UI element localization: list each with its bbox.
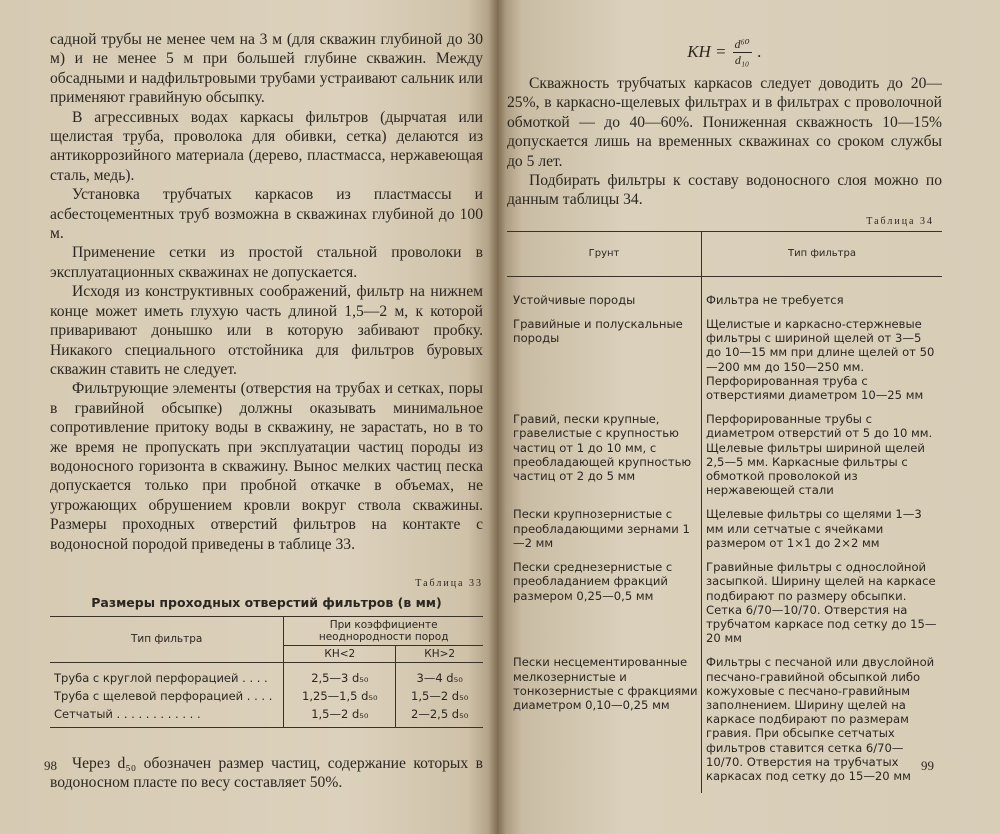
table-row [507,412,942,507]
table34-cell-soil: Пески несцементированные мелкозернистые и тонкозернистые с фракциями диаметром 0,10—0,25 мм [513,655,698,712]
table33-cell-gt: 3—4 d₅₀ [396,662,483,687]
table34-cell-soil: Гравийные и полускальные породы [513,317,683,346]
table34-cell-soil: Гравий, пески крупные, гравелистые с крупностью частиц от 1 до 10 мм, с преобладающей крупностью частиц от 2 до 5 мм [513,412,692,484]
book-gutter [488,0,506,834]
table-row [507,560,942,655]
table33-cell-type: Труба с круглой перфорацией . . . . [54,670,268,685]
table33-cell-gt: 1,5—2 d₅₀ [396,687,483,705]
table34-cell-filter: Перфорированные трубы с диаметром отверстий от 5 до 10 мм. Щелевые фильтры шириной щелей 2,5—5 мм. Каркасные фильтры с обмоткой проволокой из нержавеющей стали [702,412,943,507]
page-number-left: 98 [44,758,57,773]
table-row [507,507,942,560]
paragraph-5: Исходя из конструктивных соображений, фильтр на нижнем конце может иметь глухую часть длиной 1,5—2 м, к которой приваривают донышко или в которую забивают пробку. Никакого специального отстойника для фильтров буровых скважин ставить не следует. [50,283,483,378]
table34-cell-filter: Гравийные фильтры с однослойной засыпкой. Ширину щелей на каркасе подбирают по размеру обсыпки. Сетка 6/70—10/70. Отверстия на трубчатом каркасе под сетку до 15—20 мм [702,560,943,655]
table34-cell-filter: Фильтры с песчаной или двуслойной песчано-гравийной обсыпкой либо кожуховые с песчано-гравийным заполнением. Ширину щелей на каркасе подбирают по размерам гравия. При обсыпке сетчатых фильтров ставится сетка 6/70—10/70. Отверстия на трубчатых каркасах под сетку до 15—20 мм [702,655,943,793]
table34-cell-filter: Щелистые и каркасно-стержневые фильтры с шириной щелей от 3—5 до 10—15 мм при длине щелей от 50—200 мм до 150—250 мм. Перфорированная труба с отверстиями диаметром 10—25 мм [702,317,943,412]
formula-denominator: d₁₀ [734,52,750,67]
formula-fraction [733,37,752,68]
table33-cell-lt: 1,25—1,5 d₅₀ [284,687,396,705]
paragraph-4: Применение сетки из простой стальной проволоки в эксплуатационных скважинах не допускается. [50,244,483,281]
table33-caption: Таблица 33 [415,577,483,589]
table-row [507,655,942,793]
table33-header-gt: КН>2 [396,645,483,662]
table33-title: Размеры проходных отверстий фильтров (в мм) [91,594,442,610]
formula-numerator: d⁶⁰ [734,36,750,51]
table34-cell-soil: Пески крупнозернистые с преобладающими зернами 1—2 мм [513,507,690,550]
paragraph-r2: Подбирать фильтры к составу водоносного слоя можно по данным таблицы 34. [507,172,942,209]
paragraph-3: Установка трубчатых каркасов из пластмассы и асбестоцементных труб возможна в скважинах глубиной до 100 м. [50,186,483,243]
table-row [50,662,483,687]
footnote: Через d₅₀ обозначен размер частиц, содержание которых в водоносном пласте по весу составляет 50%. [50,754,483,792]
table33-cell-lt: 2,5—3 d₅₀ [284,662,396,687]
table34-cell-soil: Устойчивые породы [513,292,636,307]
table33-cell-lt: 1,5—2 d₅₀ [284,705,396,728]
paragraph-r1: Скважность трубчатых каркасов следует доводить до 20—25%, в каркасно-щелевых фильтрах и в фильтрах с проволочной обмоткой — до 40—60%. Пониженная скважность 10—15% допускается лишь на временных скважинах со сроком службы до 5 лет. [507,75,942,170]
table34 [507,231,942,793]
left-page [0,0,497,834]
table-row [50,705,483,728]
table34-header-soil: Грунт [507,231,702,276]
table34-cell-filter: Фильтра не требуется [702,276,943,317]
table33 [50,616,483,728]
page-number-right: 99 [921,758,934,773]
paragraph-1: садной трубы не менее чем на 3 м (для скважин глубиной до 30 м) и не менее 5 м при большей глубине скважин. Между обсадными и надфильтровыми трубами устраивают сальник или применяют гравийную обсыпку. [50,31,483,107]
table-row [507,317,942,412]
formula-lhs: КН = [687,42,727,61]
table33-cell-type: Труба с щелевой перфорацией . . . . [54,688,273,703]
table34-cell-soil: Пески среднезернистые с преобладанием фракций размером 0,25—0,5 мм [513,560,673,603]
table33-cell-type: Сетчатый . . . . . . . . . . . . [50,705,284,728]
table34-cell-filter: Щелевые фильтры со щелями 1—3 мм или сетчатые с ячейками размером от 1×1 до 2×2 мм [702,507,943,560]
table33-header-lt: КН<2 [284,645,396,662]
paragraph-6: Фильтрующие элементы (отверстия на трубах и сетках, поры в гравийной обсыпке) должны оказывать минимальное сопротивление притоку воды в скважину, не зарастать, но в то же время не пропускать при эксплуатации частиц породы из водоносного горизонта в скважину. Вынос мелких частиц песка допускается только при пробной откачке в объемах, не угрожающих обрушением кровли вокруг ствола скважины. Размеры проходных отверстий фильтров на контакте с водоносной породой приведены в таблице 33. [50,380,483,553]
table34-header-filter: Тип фильтра [702,231,943,276]
table-row [507,276,942,317]
table34-caption: Таблица 34 [866,215,934,227]
paragraph-2: В агрессивных водах каркасы фильтров (дырчатая или щелистая труба, проволока для обивки, сетка) делаются из антикоррозийного материала (дерево, пластмасса, нержавеющая сталь, медь). [50,108,483,184]
right-page [497,0,1000,834]
table33-cell-gt: 2—2,5 d₅₀ [396,705,483,728]
table33-header-type: Тип фильтра [50,616,284,662]
table33-header-group: При коэффициенте неоднородности пород [284,616,483,645]
table-row [50,687,483,705]
formula [507,30,942,74]
formula-dot: . [757,42,762,61]
